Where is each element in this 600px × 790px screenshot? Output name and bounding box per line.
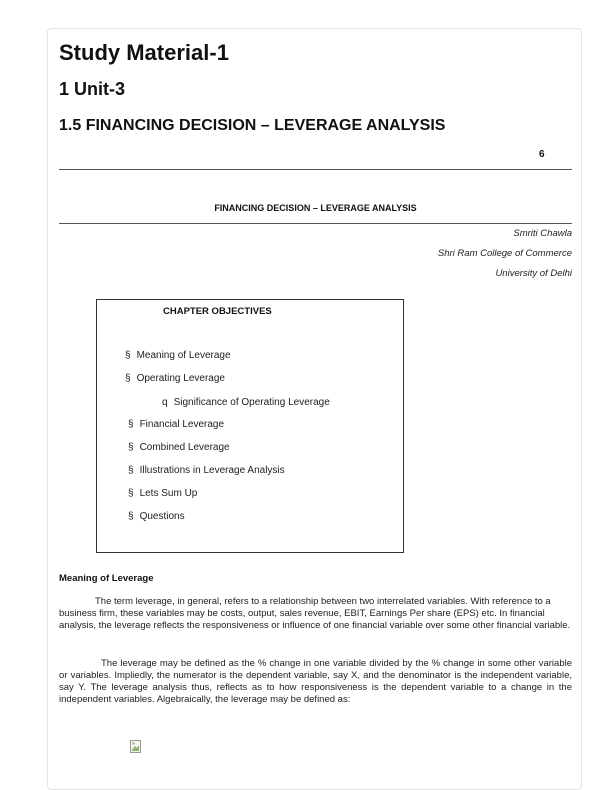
author-college: Shri Ram College of Commerce	[437, 248, 572, 259]
objectives-title: CHAPTER OBJECTIVES	[163, 306, 272, 317]
objective-item: § Combined Leverage	[128, 442, 230, 453]
document-title: FINANCING DECISION – LEVERAGE ANALYSIS	[214, 203, 417, 213]
author-name: Smriti Chawla	[513, 228, 572, 239]
section-bullet-icon: §	[125, 373, 131, 384]
objective-item: § Operating Leverage	[125, 373, 225, 384]
section-bullet-icon: §	[128, 511, 134, 522]
author-university: University of Delhi	[495, 268, 572, 279]
section-bullet-icon: §	[125, 350, 131, 361]
divider-title	[59, 223, 572, 224]
section-bullet-icon: §	[128, 465, 134, 476]
section-bullet-icon: §	[128, 419, 134, 430]
divider-top	[59, 169, 572, 170]
paragraph-definition: The term leverage, in general, refers to a relationship between two interrelated variables. With reference to a business firm, these variables may be costs, output, sales revenue, EBIT, Earnings Per share (EPS) etc. In financial analysis, the leverage reflects the responsiveness or influence of one financial variable over some other financial variable.	[59, 596, 571, 631]
section-bullet-icon: §	[128, 488, 134, 499]
section-bullet-icon: §	[128, 442, 134, 453]
objective-subitem: q Significance of Operating Leverage	[162, 397, 330, 408]
section-heading: 1.5 FINANCING DECISION – LEVERAGE ANALYSIS	[59, 117, 446, 134]
unit-heading: 1 Unit-3	[59, 79, 126, 99]
paragraph-formula-intro: The leverage may be defined as the % change in one variable divided by the % change in some other variable or variables. Impliedly, the numerator is the dependent variable, say X, and the denominator is the independent variable, say Y. The leverage analysis thus, reflects as to how responsiveness is the dependent variable to a change in the independent variables. Algebraically, the leverage may be defined as:	[59, 658, 572, 705]
objective-item: § Financial Leverage	[128, 419, 225, 430]
page-title: Study Material-1	[59, 40, 229, 65]
objective-item: § Meaning of Leverage	[125, 350, 231, 361]
square-bullet-icon: q	[162, 397, 168, 408]
broken-image-icon	[130, 740, 142, 754]
objective-item: § Questions	[128, 511, 185, 522]
meaning-heading: Meaning of Leverage	[59, 573, 154, 584]
page-number: 6	[539, 149, 545, 160]
objective-item: § Illustrations in Leverage Analysis	[128, 465, 285, 476]
objective-item: § Lets Sum Up	[128, 488, 198, 499]
